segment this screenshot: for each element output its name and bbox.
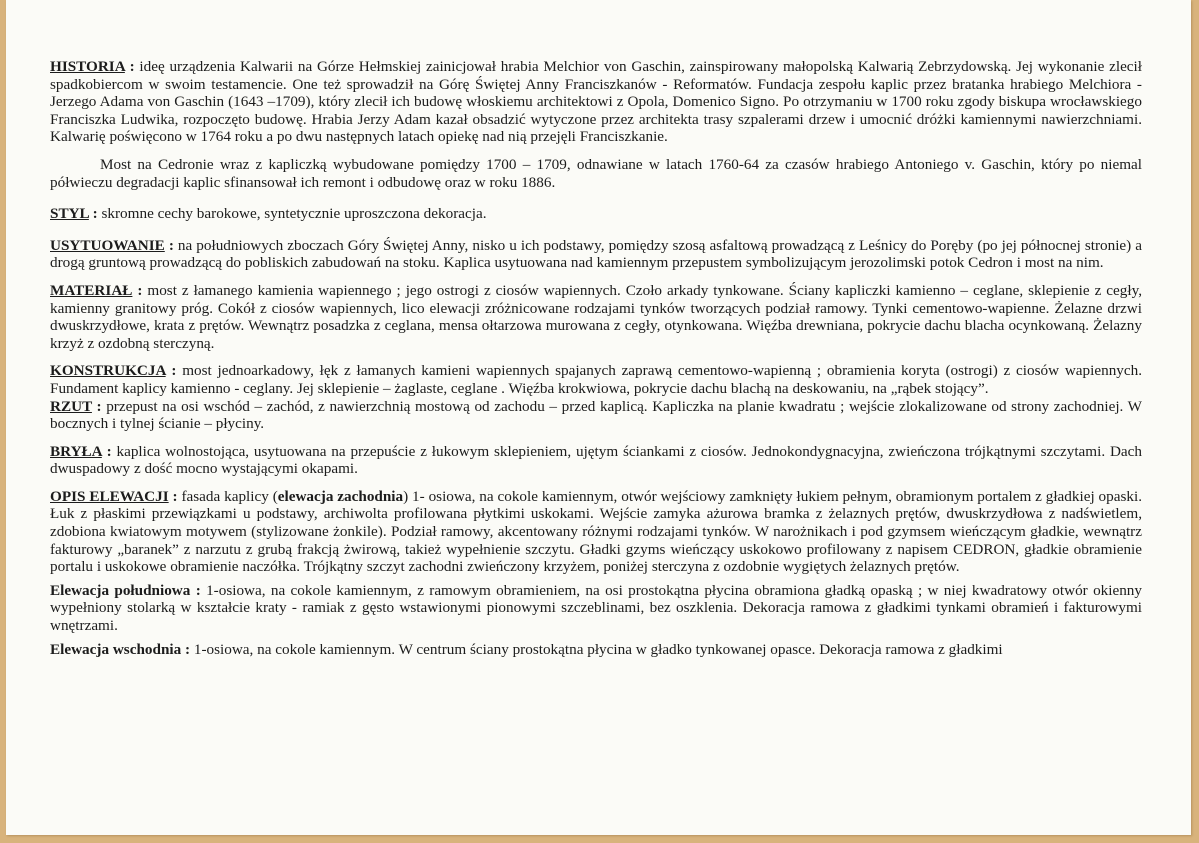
section-label: Elewacja wschodnia	[50, 640, 182, 658]
section-text: 1-osiowa, na cokole kamiennym, z ramowym obramieniem, na osi prostokątna płycina obramiona gładką opaską ; w niej kwadratowy otwór okienny wypełniony stolarką w kształcie kraty - ramiak z gęsto wstawionymi pionowymi szczeblinami, bez oszklenia. Dekoracja ramowa z gładkimi tynkami obramień i fakturowymi wnętrzami.	[50, 581, 1142, 635]
section-text: kaplica wolnostojąca, usytuowana na przepuście z łukowym sklepieniem, ujętym ściankami z ciosów. Jednokondygnacyjna, zwieńczona trójkątnymi szczytami. Dach dwuspadowy z dość mocno wystającymi okapami.	[50, 442, 1142, 478]
section-separator: :	[91, 397, 107, 415]
section-opis-elewacji	[50, 488, 1142, 576]
section-text: na południowych zboczach Góry Świętej Anny, nisko u ich podstawy, pomiędzy szosą asfaltową prowadzącą z Leśnicy do Poręby (po jej północnej stronie) a drogą gruntową prowadzącą do pobliskich zabudowań na stoku. Kaplica usytuowana nad kamiennym przepustem symbolizującym jerozolimski potok Cedron i most na nim.	[50, 236, 1142, 272]
section-label: KONSTRUKCJA	[50, 362, 166, 380]
section-usytuowanie	[50, 237, 1142, 272]
section-separator: :	[124, 58, 140, 75]
section-text: most z łamanego kamienia wapiennego ; jego ostrogi z ciosów wapiennych. Czoło arkady tynkowane. Ściany kapliczki kamienno – ceglane, sklepienie z cegły, kamienny granitowy próg. Cokół z ciosów wapiennych, lico elewacji zróżnicowane rodzajami tynków tworzących podział ramowy. Tynki cementowo-wapienne. Żelazne drzwi dwuskrzydłowe, krata z prętów. Wewnątrz posadzka z ceglana, mensa ołtarzowa murowana z cegły, otynkowana. Więźba drewniana, pokrycie dachu blacha ocynkowaną. Żelazny krzyż z ozdobną sterczyną.	[50, 281, 1142, 352]
section-text: ) 1- osiowa, na cokole kamiennym, otwór wejściowy zamknięty łukiem pełnym, obramionym portalem z gładkiej opaski. Łuk z płaskimi przewiązkami u podstawy, archiwolta profilowana płytkimi uskokami. Wejście zamyka ażurowa bramka z żelaznych prętów, dwuskrzydłowa z nadświetlem, zdobiona kwiatowym motywem (stylizowane żonkile). Podział ramowy, akcentowany różnymi rodzajami tynków. W narożnikach i pod gzymsem wieńczącym gładkie, wewnątrz fakturowy „baranek” z narzutu z grubą frakcją żwirową, takież wypełnienie szczytu. Gładki gzyms wieńczący uskokowo profilowany z napisem CEDRON, gładkie obramienie portalu i uskokowe obramienie naczółka. Trójkątny szczyt zachodni zwieńczony krzyżem, poniżej sterczyna z ozdobnie wygiętych żelaznych prętów.	[50, 487, 1142, 576]
section-elewacja-poludniowa	[50, 582, 1142, 635]
section-konstrukcja	[50, 362, 1142, 397]
section-label: OPIS ELEWACJI	[50, 487, 169, 505]
document-body	[50, 58, 1142, 658]
section-historia	[50, 58, 1142, 146]
section-text: Most na Cedronie wraz z kapliczką wybudowane pomiędzy 1700 – 1709, odnawiane w latach 1760-64 za czasów hrabiego Antoniego v. Gaschin, który po niemal półwieczu degradacji kaplic sfinansował ich remont i odbudowę oraz w roku 1886.	[50, 155, 1142, 191]
section-label: BRYŁA	[50, 442, 102, 460]
section-label: USYTUOWANIE	[50, 236, 165, 254]
section-material	[50, 282, 1142, 352]
section-label: RZUT	[50, 397, 92, 415]
section-separator: :	[88, 205, 102, 223]
section-separator: :	[165, 362, 183, 380]
section-separator: :	[181, 640, 194, 658]
section-separator: :	[101, 442, 117, 460]
section-separator: :	[164, 236, 178, 254]
section-text-before: fasada kaplicy (	[181, 487, 278, 505]
section-elewacja-wschodnia	[50, 641, 1142, 659]
section-label: HISTORIA	[50, 58, 125, 75]
section-text: skromne cechy barokowe, syntetycznie uproszczona dekoracja.	[101, 205, 487, 223]
section-label: Elewacja południowa	[50, 581, 191, 599]
section-historia-continued	[50, 156, 1142, 191]
section-text: przepust na osi wschód – zachód, z nawierzchnią mostową od zachodu – przed kaplicą. Kapliczka na planie kwadratu ; wejście zlokalizowane od strony zachodniej. W bocznych i tylnej ścianie – płyciny.	[50, 397, 1142, 433]
section-separator: :	[132, 281, 148, 299]
section-text: most jednoarkadowy, łęk z łamanych kamieni wapiennych spajanych zaprawą cementowo-wapienną ; obramienia koryta (ostrogi) z ciosów wapiennych. Fundament kaplicy kamienno - ceglany. Jej sklepienie – żaglaste, ceglane . Więźba krokwiowa, pokrycie dachu blachą na deskowaniu, na „rąbek stojący”.	[50, 362, 1143, 397]
section-text: ideę urządzenia Kalwarii na Górze Hełmskiej zainicjował hrabia Melchior von Gaschin, zainspirowany małopolską Kalwarią Zebrzydowską. Jej wykonanie zlecił spadkobiercom w swoim testamencie. One też sprowadził na Górę Świętej Anny Franciszkanów - Reformatów. Fundacja zespołu kaplic przez bratanka hrabiego Melchiora - Jerzego Adama von Gaschin (1643 –1709), który zlecił ich budowę włoskiemu architektowi z Opola, Domenico Signo. Po otrzymaniu w 1700 roku zgody biskupa wrocławskiego Franciszka Ludwika, rozpoczęto budowę. Hrabia Jerzy Adam kazał obsadzić wytyczone przez architekta trasy szpalerami drzew i umocnić dróżki kamiennymi nawierzchniami. Kalwarię poświęcono w 1764 roku a po dwu następnych latach opiekę nad nią przejęli Franciszkanie.	[50, 58, 1142, 146]
section-label: STYL	[50, 205, 89, 223]
bold-phrase: elewacja zachodnia	[277, 487, 404, 505]
section-separator: :	[168, 487, 182, 505]
section-styl	[50, 205, 1142, 223]
section-label: MATERIAŁ	[50, 281, 133, 299]
section-bryla	[50, 443, 1142, 478]
section-rzut	[50, 398, 1142, 433]
section-separator: :	[190, 581, 207, 599]
document-page	[6, 0, 1191, 835]
section-text: 1-osiowa, na cokole kamiennym. W centrum ściany prostokątna płycina w gładko tynkowanej opasce. Dekoracja ramowa z gładkimi	[193, 640, 1003, 658]
